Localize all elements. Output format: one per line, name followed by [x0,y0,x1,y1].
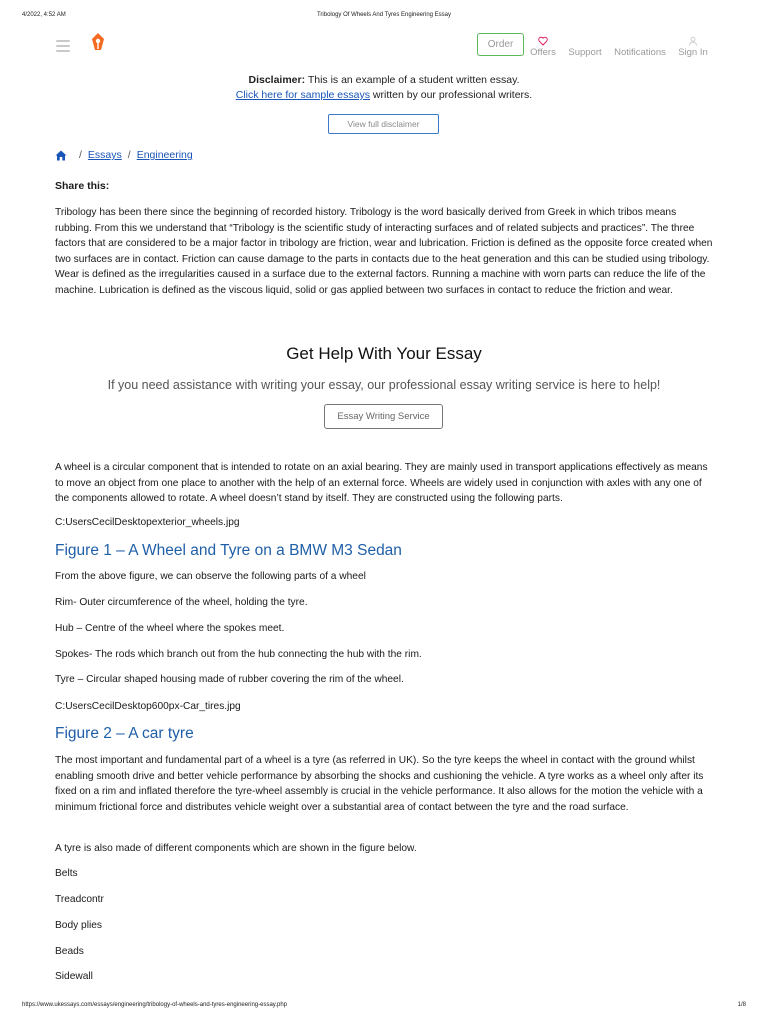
part-item: Rim- Outer circumference of the wheel, holding the tyre. [55,597,308,608]
site-logo-icon[interactable] [90,32,106,52]
essay-paragraph-3: The most important and fundamental part of a wheel is a tyre (as referred in UK). So the tyre keeps the wheel in contact with the ground whilst enabling smooth drive and better vehicle performance by absorbing the shocks and cushioning the vehicle. A tyre works as a wheel only after its fixed on a rim and inflated therefore the tyre-wheel assembly is crucial in the vehicle performance. It also allows for the motion the vehicle with a minimum frictional force and distributes vehicle weight over a substantial area of contact between the tyre and the road surface. [55,755,704,813]
image-path-1: C:UsersCecilDesktopexterior_wheels.jpg [55,517,240,528]
disclaimer-link-suffix: written by our professional writers. [369,89,533,101]
nav-notifications[interactable] [612,32,668,58]
print-header [0,12,768,22]
print-page-number: 1/8 [737,1002,746,1008]
part-item: Hub – Centre of the wheel where the spokes meet. [55,623,285,634]
part-item: Tyre – Circular shaped housing made of rubber covering the rim of the wheel. [55,674,404,685]
parts-intro: From the above figure, we can observe the following parts of a wheel [55,571,366,582]
print-date: 4/2022, 4:52 AM [22,12,66,18]
breadcrumb-engineering[interactable]: Engineering [136,149,193,161]
essay-writing-service-button[interactable]: Essay Writing Service [324,404,443,429]
user-icon [688,36,698,46]
component-item: Beads [55,946,84,957]
breadcrumb-separator: / [79,149,82,161]
order-button[interactable]: Order [477,33,524,56]
top-navigation [0,28,768,64]
figure-1-caption: Figure 1 – A Wheel and Tyre on a BMW M3 Sedan [55,542,402,559]
part-item: Spokes- The rods which branch out from the hub connecting the hub with the rim. [55,649,422,660]
nav-support[interactable] [566,32,604,58]
image-path-2: C:UsersCecilDesktop600px-Car_tires.jpg [55,701,241,712]
nav-sign-in[interactable] [676,32,710,58]
share-label: Share this: [55,180,110,192]
disclaimer [0,73,768,103]
nav-offers[interactable] [529,32,557,58]
essay-paragraph-1: Tribology has been there since the beginning of recorded history. Tribology is the word basically derived from Greek in which tribos means rubbing. From this we understand that “Tribology is the scientific study of interacting surfaces and of related subjects and practices”. The three factors that are considered to be a major factor in tribology are friction, wear and lubrication. Friction is defined as the opposite force created when two surfaces are in contact. Friction can cause damage to the parts in contacts due to the heat generation and this can be studied using tribology. Wear is defined as the irregularities caused in a surface due to the external factors. Running a machine with worn parts can reduce the life of the machine. Lubrication is defined as the viscous liquid, solid or gas applied between two surfaces in contact to reduce the friction and wear. [55,207,713,296]
sample-essays-link[interactable]: Click here for sample essays [235,89,370,101]
nav-offers-label: Offers [530,47,556,58]
print-title: Tribology Of Wheels And Tyres Engineering Essay [316,12,452,18]
print-url: https://www.ukessays.com/essays/engineering/tribology-of-wheels-and-tyres-engineering-essay.php [22,1002,288,1008]
essay-paragraph-2: A wheel is a circular component that is intended to rotate on an axial bearing. They are mainly used in transport applications effectively as means to move an object from one place to another with the help of an external force. Wheels are widely used in conjunction with axles with any one of the components allowed to rotate. A wheel doesn’t stand by itself. They are constructed using the following parts. [55,462,708,505]
help-title: Get Help With Your Essay [286,344,482,363]
menu-icon[interactable] [56,40,70,55]
nav-notifications-label: Notifications [614,47,666,58]
view-full-disclaimer-button[interactable]: View full disclaimer [328,114,439,134]
component-item: Sidewall [55,971,93,982]
breadcrumb-essays[interactable]: Essays [87,149,122,161]
breadcrumb [55,149,193,161]
print-footer [0,1002,768,1012]
component-item: Treadcontr [55,894,104,905]
component-item: Body plies [55,920,103,931]
help-subtitle: If you need assistance with writing your essay, our professional essay writing service is here to help! [107,378,661,392]
nav-support-label: Support [568,47,602,58]
component-item: Belts [55,868,78,879]
disclaimer-text: This is an example of a student written essay. [305,74,520,86]
home-icon[interactable] [55,150,67,161]
figure-2-caption: Figure 2 – A car tyre [55,725,194,742]
breadcrumb-separator: / [127,149,131,161]
nav-sign-in-label: Sign In [678,47,708,58]
heart-icon [538,36,548,46]
disclaimer-label: Disclaimer: [248,74,306,86]
components-intro: A tyre is also made of different components which are shown in the figure below. [55,843,417,854]
